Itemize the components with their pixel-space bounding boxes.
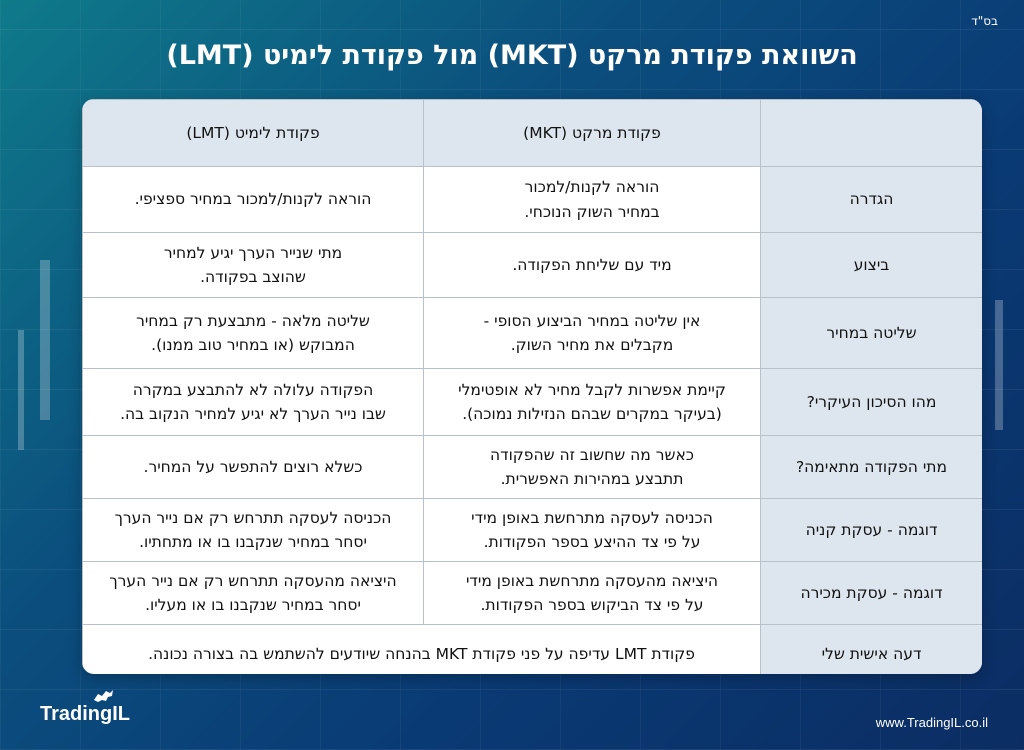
cell-mkt	[424, 298, 761, 369]
table-row	[83, 167, 983, 233]
cell-line: הוראה לקנות/למכור במחיר ספציפי.	[134, 190, 372, 209]
cell-mkt	[424, 369, 761, 436]
cell-line: הפקודה עלולה לא להתבצע במקרה	[132, 380, 374, 399]
cell-line: הכניסה לעסקה מתרחשת באופן מידי	[471, 508, 713, 527]
background-candle	[995, 300, 1003, 430]
opinion-row	[83, 625, 983, 675]
row-label: ביצוע	[761, 233, 983, 298]
cell-line: במחיר השוק הנוכחי.	[524, 202, 660, 221]
table-row	[83, 298, 983, 369]
table-row	[83, 562, 983, 625]
cell-lmt	[83, 233, 424, 298]
table-row	[83, 233, 983, 298]
row-label: דוגמה - עסקת קניה	[761, 499, 983, 562]
header-lmt: פקודת לימיט (LMT)	[83, 100, 424, 167]
cell-line: על פי צד הביקוש בספר הפקודות.	[480, 596, 704, 614]
row-label: מתי הפקודה מתאימה?	[761, 436, 983, 499]
cell-line: שהוצב בפקודה.	[200, 268, 306, 286]
cell-lmt	[83, 298, 424, 369]
comparison-table-card	[82, 99, 982, 674]
cell-line: אין שליטה במחיר הביצוע הסופי -	[483, 311, 701, 330]
cell-lmt	[83, 499, 424, 562]
cell-line: היציאה מהעסקה מתרחשת באופן מידי	[465, 571, 719, 590]
cell-line: יסחר במחיר שנקבנו בו או מעליו.	[145, 596, 361, 614]
table-header-row	[83, 100, 983, 167]
row-label: שליטה במחיר	[761, 298, 983, 369]
cell-line: היציאה מהעסקה תתרחש רק אם נייר הערך	[109, 571, 397, 590]
cell-line: המבוקש (או במחיר טוב ממנו).	[151, 336, 355, 354]
header-mkt: פקודת מרקט (MKT)	[424, 100, 761, 167]
background-candle	[18, 330, 24, 450]
cell-line: (בעיקר במקרים שבהם הנזילות נמוכה).	[462, 405, 722, 423]
brand-logo: TradingIL	[40, 703, 130, 725]
cell-mkt	[424, 562, 761, 625]
row-label: מהו הסיכון העיקרי?	[761, 369, 983, 436]
header-empty	[761, 100, 983, 167]
opinion-text: פקודת LMT עדיפה על פני פקודת MKT בהנחה שיודעים להשתמש בה בצורה נכונה.	[83, 625, 761, 675]
cell-lmt	[83, 167, 424, 233]
table-row	[83, 436, 983, 499]
cell-line: מקבלים את מחיר השוק.	[510, 336, 674, 354]
cell-line: כשלא רוצים להתפשר על המחיר.	[143, 457, 363, 476]
cell-line: תתבצע במהירות האפשרית.	[500, 470, 684, 488]
cell-mkt	[424, 167, 761, 233]
cell-line: מתי שנייר הערך יגיע למחיר	[163, 243, 343, 262]
row-label: הגדרה	[761, 167, 983, 233]
comparison-table	[82, 99, 982, 674]
page-title: השוואת פקודת מרקט (MKT) מול פקודת לימיט (LMT)	[166, 40, 858, 71]
background-candle	[40, 260, 50, 420]
row-label: דעה אישית שלי	[761, 625, 983, 675]
cell-lmt	[83, 369, 424, 436]
cell-line: מיד עם שליחת הפקודה.	[512, 255, 672, 274]
table-row	[83, 499, 983, 562]
cell-line: שבו נייר הערך לא יגיע למחיר הנקוב בה.	[120, 405, 386, 423]
cell-lmt	[83, 436, 424, 499]
table-row	[83, 369, 983, 436]
cell-line: כאשר מה שחשוב זה שהפקודה	[489, 445, 694, 464]
cell-mkt	[424, 499, 761, 562]
row-label: דוגמה - עסקת מכירה	[761, 562, 983, 625]
cell-lmt	[83, 562, 424, 625]
cell-mkt	[424, 233, 761, 298]
cell-line: על פי צד ההיצע בספר הפקודות.	[483, 533, 701, 551]
cell-line: קיימת אפשרות לקבל מחיר לא אופטימלי	[458, 380, 726, 399]
cell-line: שליטה מלאה - מתבצעת רק במחיר	[136, 311, 370, 330]
bsd-mark: בס"ד	[971, 14, 998, 28]
cell-line: הכניסה לעסקה תתרחש רק אם נייר הערך	[114, 508, 392, 527]
cell-mkt	[424, 436, 761, 499]
cell-line: הוראה לקנות/למכור	[524, 178, 660, 197]
bull-icon	[92, 688, 114, 704]
cell-line: יסחר במחיר שנקבנו בו או מתחתיו.	[139, 533, 367, 551]
site-url[interactable]: www.TradingIL.co.il	[875, 715, 988, 730]
